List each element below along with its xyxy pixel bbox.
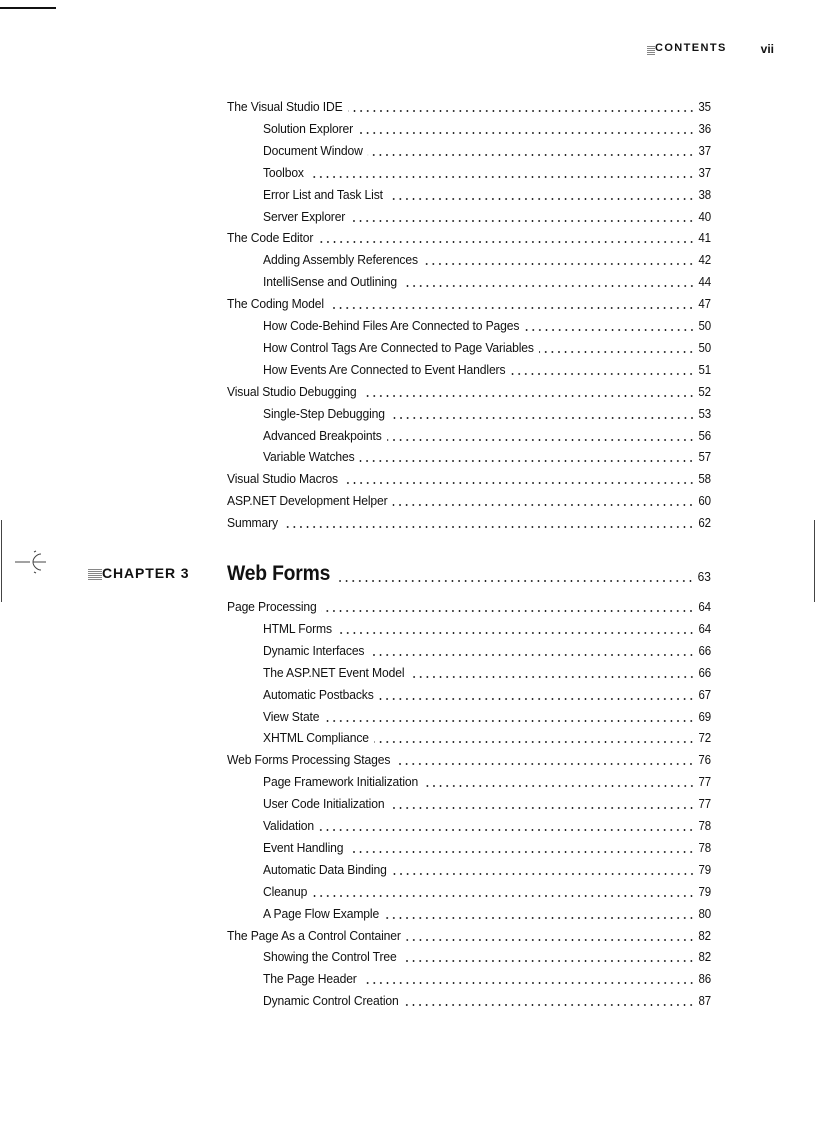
dot-leader	[393, 504, 695, 506]
toc-entry-page: 87	[698, 994, 712, 1009]
header-section-label: CONTENTS	[655, 42, 727, 54]
dot-leader	[320, 829, 695, 831]
toc-entry-page: 78	[698, 819, 712, 833]
toc-entry-page: 38	[698, 187, 712, 202]
toc-subentry[interactable]	[263, 336, 711, 356]
dot-leader	[390, 807, 695, 809]
toc-entry-title: A Page Flow Example	[263, 905, 380, 921]
dot-leader	[348, 110, 695, 112]
toc-entry-page: 78	[698, 840, 712, 855]
toc-subentry[interactable]	[263, 814, 711, 834]
toc-entry-title: User Code Initialization	[263, 796, 385, 812]
toc-entry-title: The Page Header	[263, 971, 357, 987]
dot-leader	[337, 632, 694, 634]
toc-entry-title: Visual Studio Macros	[227, 471, 338, 487]
toc-entry-title: Showing the Control Tree	[263, 949, 397, 965]
toc-entry-page: 67	[698, 687, 712, 702]
dot-leader	[309, 176, 694, 178]
toc-entry[interactable]	[227, 380, 711, 400]
toc-subentry[interactable]	[263, 183, 711, 203]
toc-subentry[interactable]	[263, 270, 711, 290]
toc-subentry[interactable]	[263, 792, 711, 812]
toc-entry-title: How Events Are Connected to Event Handlers	[263, 361, 506, 377]
toc-entry-title: Page Processing	[227, 599, 317, 614]
toc-entry-page: 82	[698, 928, 711, 943]
dot-leader	[388, 198, 694, 200]
toc-entry-title: Variable Watches	[263, 449, 355, 465]
toc-entry-title: Error List and Task List	[263, 186, 383, 202]
dot-leader	[349, 851, 695, 853]
chapter-mark-icon	[88, 568, 102, 580]
toc-entry-title: Summary	[227, 515, 278, 531]
toc-entry-page: 37	[698, 143, 712, 158]
toc-entry-title: The Page As a Control Container	[227, 927, 401, 943]
dot-leader	[325, 720, 695, 722]
dot-leader	[396, 763, 695, 765]
toc-entry-title: Dynamic Interfaces	[263, 642, 365, 658]
toc-entry-page: 36	[698, 121, 712, 136]
toc-subentry[interactable]	[263, 661, 711, 681]
dot-leader	[539, 351, 695, 353]
chapter-page: 63	[697, 569, 711, 584]
toc-subentry[interactable]	[263, 205, 711, 225]
toc-entry[interactable]	[227, 748, 711, 768]
dot-leader	[423, 263, 694, 265]
dot-leader	[424, 785, 695, 787]
dot-leader	[329, 307, 694, 309]
toc-entry-title: Advanced Breakpoints	[263, 427, 382, 443]
dot-leader	[319, 241, 695, 243]
dot-leader	[387, 439, 695, 441]
toc-entry-title: The ASP.NET Event Model	[263, 664, 405, 680]
toc-entry[interactable]	[227, 489, 711, 509]
toc-entry-page: 77	[698, 797, 712, 812]
toc-entry-title: Server Explorer	[263, 208, 346, 224]
toc-entry-page: 44	[698, 275, 712, 290]
toc-entry-page: 69	[698, 709, 712, 724]
toc-entry-page: 79	[698, 884, 712, 899]
toc-entry-title: Single-Step Debugging	[263, 405, 385, 421]
toc-entry-page: 86	[698, 972, 712, 987]
toc-entry[interactable]	[227, 924, 711, 944]
toc-entry-page: 41	[698, 231, 711, 246]
toc-entry-title: Cleanup	[263, 883, 308, 899]
toc-entry-title: View State	[263, 708, 320, 724]
dot-leader	[362, 395, 695, 397]
toc-subentry[interactable]	[263, 424, 711, 444]
toc-entry-page: 60	[698, 494, 711, 509]
dot-leader	[410, 676, 695, 678]
toc-entry-title: Document Window	[263, 142, 363, 158]
toc-entry-title: IntelliSense and Outlining	[263, 274, 398, 290]
toc-entry-page: 62	[698, 516, 711, 531]
toc-entry-page: 53	[698, 406, 712, 421]
toc-subentry[interactable]	[263, 726, 711, 746]
header-page-number: vii	[760, 42, 774, 56]
toc-entry-page: 76	[698, 753, 711, 768]
dot-leader	[402, 960, 695, 962]
dot-leader	[322, 610, 695, 612]
dot-leader	[344, 482, 695, 484]
dot-leader	[379, 698, 695, 700]
toc-entry-page: 35	[698, 100, 711, 114]
left-crop-mark	[0, 520, 60, 602]
toc-entry[interactable]	[227, 226, 711, 246]
toc-entry-page: 64	[698, 621, 712, 636]
toc-entry-title: Solution Explorer	[263, 120, 354, 136]
toc-entry-title: Dynamic Control Creation	[263, 993, 399, 1009]
dot-leader	[370, 654, 695, 656]
toc-entry-title: The Visual Studio IDE	[227, 99, 343, 114]
toc-entry[interactable]	[227, 595, 711, 615]
dot-leader	[511, 373, 695, 375]
toc-entry[interactable]	[227, 467, 711, 487]
toc-entry-page: 47	[698, 297, 711, 312]
toc-subentry[interactable]	[263, 945, 711, 965]
dot-leader	[339, 580, 694, 582]
toc-entry-page: 50	[698, 319, 712, 333]
right-crop-line	[814, 520, 815, 602]
toc-entry-title: Visual Studio Debugging	[227, 383, 357, 399]
toc-subentry[interactable]	[263, 989, 711, 1009]
toc-subentry[interactable]	[263, 705, 711, 725]
toc-entry-page: 58	[698, 472, 711, 487]
toc-subentry[interactable]	[263, 880, 711, 900]
header-mark-icon	[647, 46, 655, 55]
toc-entry-page: 50	[698, 340, 712, 355]
registration-mark-icon	[0, 520, 60, 602]
toc-subentry[interactable]	[263, 770, 711, 790]
toc-entry-title: Web Forms Processing Stages	[227, 752, 391, 768]
top-rule	[0, 7, 56, 9]
toc-entry-title: The Code Editor	[227, 230, 314, 246]
chapter-heading	[0, 558, 816, 588]
toc-entry-page: 56	[698, 428, 712, 443]
dot-leader	[351, 220, 695, 222]
toc-subentry[interactable]	[263, 902, 711, 922]
toc-entry-page: 40	[698, 209, 712, 224]
dot-leader	[360, 460, 695, 462]
toc-entry-title: HTML Forms	[263, 620, 332, 636]
chapter-title: Web Forms	[227, 562, 331, 585]
toc-entry-page: 37	[698, 165, 712, 180]
dot-leader	[392, 873, 695, 875]
dot-leader	[362, 982, 695, 984]
toc-entry-page: 42	[698, 253, 712, 268]
toc-entry-page: 57	[698, 450, 712, 465]
toc-entry-page: 66	[698, 665, 712, 680]
toc-entry-page: 51	[698, 362, 712, 377]
dot-leader	[403, 285, 695, 287]
toc-entry-title: Automatic Postbacks	[263, 686, 374, 702]
toc-subentry[interactable]	[263, 117, 711, 137]
toc-subentry[interactable]	[263, 858, 711, 878]
toc-subentry[interactable]	[263, 639, 711, 659]
toc-entry[interactable]	[227, 511, 711, 531]
chapter-title-line[interactable]	[227, 558, 711, 586]
toc-entry-title: The Coding Model	[227, 296, 324, 312]
toc-entry-page: 72	[698, 731, 712, 746]
dot-leader	[374, 741, 694, 743]
toc-subentry[interactable]	[263, 445, 711, 465]
dot-leader	[359, 132, 695, 134]
toc-subentry[interactable]	[263, 314, 711, 334]
chapter-label: CHAPTER 3	[102, 565, 190, 581]
toc-subentry[interactable]	[263, 967, 711, 987]
toc-entry-title: Page Framework Initialization	[263, 774, 419, 790]
toc-entry-page: 82	[698, 950, 712, 965]
toc-subentry[interactable]	[263, 161, 711, 181]
toc-entry-title: Adding Assembly References	[263, 252, 418, 268]
dot-leader	[404, 1004, 695, 1006]
toc-subentry[interactable]	[263, 836, 711, 856]
toc-entry-title: Validation	[263, 818, 315, 833]
toc-subentry[interactable]	[263, 358, 711, 378]
dot-leader	[406, 939, 694, 941]
toc-entry-title: Automatic Data Binding	[263, 861, 387, 877]
dot-leader	[385, 917, 695, 919]
toc-entry-title: XHTML Compliance	[263, 730, 369, 746]
toc-entry-title: How Control Tags Are Connected to Page Variables	[263, 339, 534, 355]
running-header	[622, 42, 774, 62]
toc-entry-title: Toolbox	[263, 164, 304, 180]
toc-entry-page: 79	[698, 862, 712, 877]
dot-leader	[368, 154, 695, 156]
dot-leader	[525, 329, 695, 331]
toc-entry-title: How Code-Behind Files Are Connected to Pages	[263, 318, 520, 333]
toc-entry-page: 80	[698, 906, 712, 921]
toc-subentry[interactable]	[263, 248, 711, 268]
toc-entry-page: 52	[698, 384, 711, 399]
toc-entry[interactable]	[227, 95, 711, 115]
dot-leader	[283, 526, 694, 528]
dot-leader	[313, 895, 695, 897]
toc-subentry[interactable]	[263, 617, 711, 637]
dot-leader	[390, 417, 694, 419]
toc-entry-title: ASP.NET Development Helper	[227, 493, 388, 509]
toc-entry-page: 66	[698, 643, 712, 658]
toc-subentry[interactable]	[263, 139, 711, 159]
toc-entry-title: Event Handling	[263, 839, 344, 855]
toc-subentry[interactable]	[263, 402, 711, 422]
toc-entry-page: 64	[698, 600, 711, 614]
toc-entry[interactable]	[227, 292, 711, 312]
toc-subentry[interactable]	[263, 683, 711, 703]
toc-entry-page: 77	[698, 775, 712, 790]
